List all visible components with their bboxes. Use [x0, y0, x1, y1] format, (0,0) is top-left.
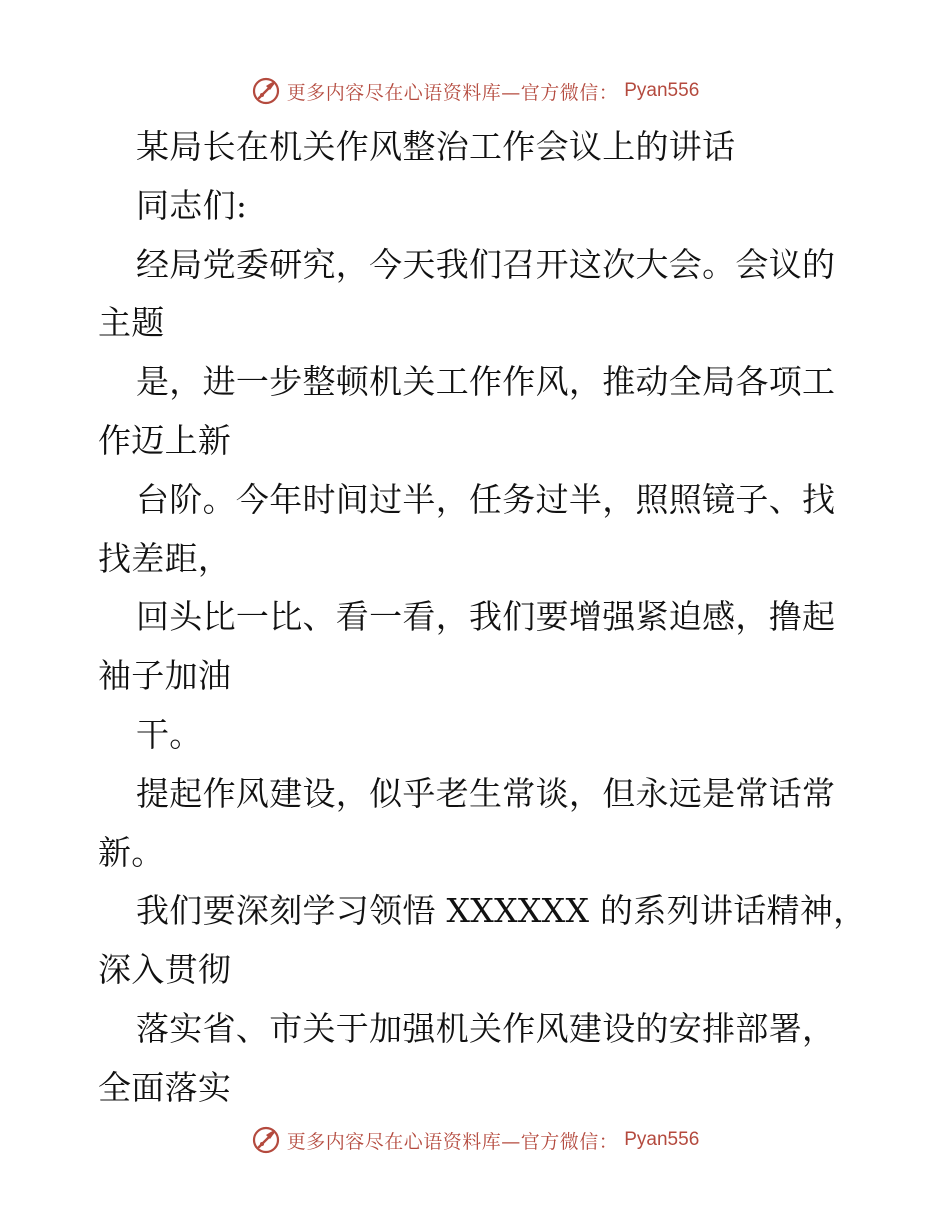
text-line: 我们要深刻学习领悟 XXXXXX 的系列讲话精神， — [136, 891, 867, 931]
text-line: 作迈上新 — [98, 420, 232, 460]
text-line: 找差距， — [98, 538, 232, 578]
text-line: 回头比一比、看一看，我们要增强紧迫感，撸起 — [136, 597, 836, 637]
text-line: 提起作风建设，似乎老生常谈，但永远是常话常 — [136, 773, 836, 813]
document-body — [98, 118, 867, 1118]
watermark-footer — [0, 1120, 950, 1160]
text-line: 干。 — [136, 714, 203, 754]
text-line: 台阶。今年时间过半，任务过半，照照镜子、找 — [136, 479, 836, 519]
text-line: 新。 — [98, 832, 165, 872]
watermark-wechat-id: Pyan556 — [624, 80, 700, 101]
text-line: 某局长在机关作风整治工作会议上的讲话 — [136, 127, 736, 166]
watermark-text: 更多内容尽在心语资料库—官方微信： — [286, 81, 619, 104]
quill-seal-icon — [251, 76, 281, 106]
text-line: 全面落实 — [98, 1067, 232, 1107]
watermark-header — [0, 71, 950, 111]
quill-seal-icon — [251, 1125, 281, 1155]
text-line: 是，进一步整顿机关工作作风，推动全局各项工 — [136, 362, 836, 402]
text-line: 主题 — [98, 303, 165, 343]
text-line: 落实省、市关于加强机关作风建设的安排部署， — [136, 1008, 836, 1048]
text-line: 深入贯彻 — [98, 950, 232, 990]
text-line: 经局党委研究，今天我们召开这次大会。会议的 — [136, 244, 836, 284]
text-line: 同志们: — [136, 185, 248, 225]
watermark-wechat-id: Pyan556 — [624, 1129, 700, 1150]
text-line: 袖子加油 — [98, 656, 232, 696]
watermark-text: 更多内容尽在心语资料库—官方微信： — [286, 1130, 619, 1153]
